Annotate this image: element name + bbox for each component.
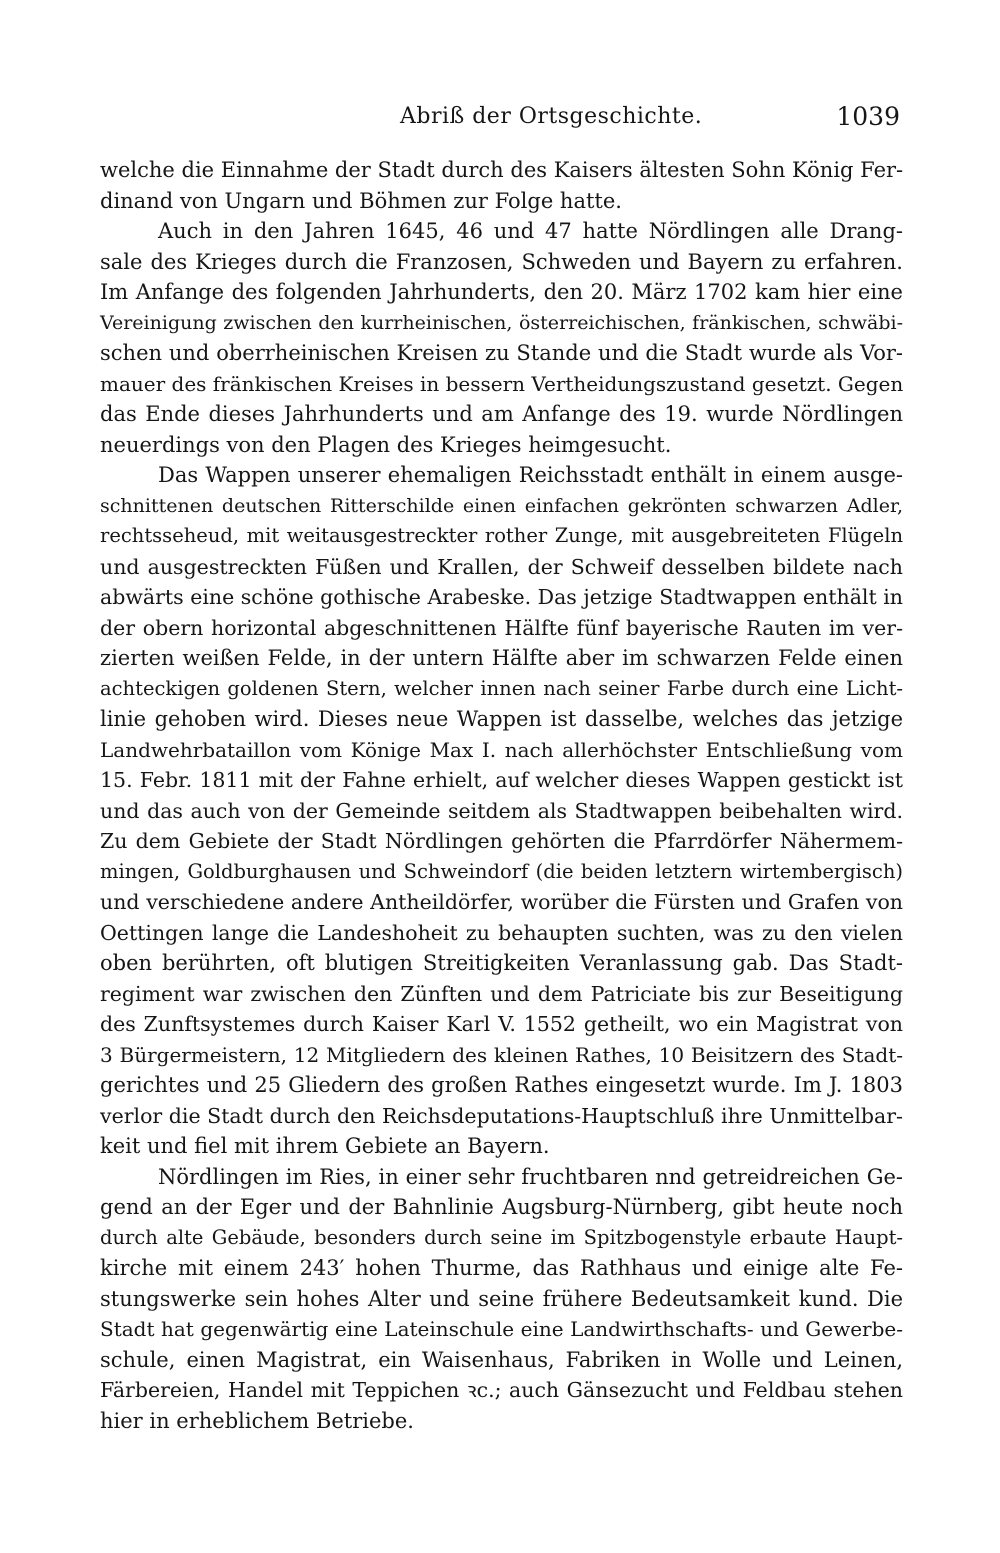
text-line: der obern horizontal abgeschnittenen Hälfte fünf bayerische Rauten im ver- xyxy=(100,615,903,640)
text-line: rechtsseheud, mit weitausgestreckter rother Zunge, mit ausgebreiteten Flügeln xyxy=(100,524,903,547)
text-line: und ausgestreckten Füßen und Krallen, der Schweif desselben bildete nach xyxy=(100,554,903,579)
text-line: zierten weißen Felde, in der untern Hälfte aber im schwarzen Felde einen xyxy=(100,646,903,670)
text-line: dinand von Ungarn und Böhmen zur Folge hatte. xyxy=(100,188,622,213)
text-line: Vereinigung zwischen den kurrheinischen, österreichischen, fränkischen, schwäbi- xyxy=(100,311,903,334)
text-line: und verschiedene andere Antheildörfer, worüber die Fürsten und Grafen von xyxy=(100,890,903,914)
text-line: 3 Bürgermeistern, 12 Mitgliedern des kleinen Rathes, 10 Beisitzern des Stadt- xyxy=(100,1042,903,1067)
text-line: durch alte Gebäude, besonders durch seine im Spitzbogenstyle erbaute Haupt- xyxy=(100,1225,903,1249)
text-line: neuerdings von den Plagen des Krieges heimgesucht. xyxy=(100,432,672,457)
text-line: schen und oberrheinischen Kreisen zu Stande und die Stadt wurde als Vor- xyxy=(100,341,903,365)
text-line: Zu dem Gebiete der Stadt Nördlingen gehörten die Pfarrdörfer Nähermem- xyxy=(100,829,903,853)
text-line: welche die Einnahme der Stadt durch des Kaisers ältesten Sohn König Fer- xyxy=(100,158,904,182)
text-line: Im Anfange des folgenden Jahrhunderts, den 20. März 1702 kam hier eine xyxy=(100,280,903,304)
text-line: Auch in den Jahren 1645, 46 und 47 hatte Nördlingen alle Drang- xyxy=(158,219,903,243)
text-line: mingen, Goldburghausen und Schweindorf (die beiden letztern wirtembergisch) xyxy=(100,859,903,883)
running-head xyxy=(0,100,1000,140)
text-line: sale des Krieges durch die Franzosen, Schweden und Bayern zu erfahren. xyxy=(100,249,903,274)
text-line: Stadt hat gegenwärtig eine Lateinschule eine Landwirthschafts- und Gewerbe- xyxy=(100,1317,903,1341)
text-line: des Zunftsystemes durch Kaiser Karl V. 1552 getheilt, wo ein Magistrat von xyxy=(100,1012,903,1036)
text-line: Oettingen lange die Landeshoheit zu behaupten suchten, was zu den vielen xyxy=(100,920,903,945)
text-line: Das Wappen unserer ehemaligen Reichsstadt enthält in einem ausge- xyxy=(158,463,903,487)
text-line: Landwehrbataillon vom Könige Max I. nach allerhöchster Entschließung vom xyxy=(100,737,903,762)
text-line: linie gehoben wird. Dieses neue Wappen ist dasselbe, welches das jetzige xyxy=(100,707,903,731)
text-line: mauer des fränkischen Kreises in bessern Vertheidungszustand gesetzt. Gegen xyxy=(100,371,904,396)
text-line: kirche mit einem 243′ hohen Thurme, das Rathhaus und einige alte Fe- xyxy=(100,1256,903,1280)
text-line: das Ende dieses Jahrhunderts und am Anfange des 19. wurde Nördlingen xyxy=(100,402,903,426)
text-line: achteckigen goldenen Stern, welcher innen nach seiner Farbe durch eine Licht- xyxy=(100,676,903,700)
text-line: Färbereien, Handel mit Teppichen ꝛc.; auch Gänsezucht und Feldbau stehen xyxy=(100,1378,903,1402)
text-line: verlor die Stadt durch den Reichsdeputations-Hauptschluß ihre Unmittelbar- xyxy=(100,1103,903,1128)
text-line: und das auch von der Gemeinde seitdem als Stadtwappen beibehalten wird. xyxy=(100,798,903,823)
text-line: stungswerke sein hohes Alter und seine frühere Bedeutsamkeit kund. Die xyxy=(100,1286,903,1311)
page-number: 1039 xyxy=(836,102,900,131)
text-line: gerichtes und 25 Gliedern des großen Rathes eingesetzt wurde. Im J. 1803 xyxy=(100,1073,903,1097)
text-line: schnittenen deutschen Ritterschilde einen einfachen gekrönten schwarzen Adler, xyxy=(100,494,903,517)
running-title: Abriß der Ortsgeschichte. xyxy=(400,104,703,129)
text-line: keit und fiel mit ihrem Gebiete an Bayern. xyxy=(100,1134,550,1158)
text-line: 15. Febr. 1811 mit der Fahne erhielt, auf welcher dieses Wappen gestickt ist xyxy=(100,768,903,792)
body-text xyxy=(100,155,903,1436)
text-line: schule, einen Magistrat, ein Waisenhaus, Fabriken in Wolle und Leinen, xyxy=(100,1347,903,1372)
text-line: abwärts eine schöne gothische Arabeske. Das jetzige Stadtwappen enthält in xyxy=(100,585,903,609)
text-line: hier in erheblichem Betriebe. xyxy=(100,1408,414,1433)
text-line: regiment war zwischen den Zünften und dem Patriciate bis zur Beseitigung xyxy=(100,981,903,1006)
text-line: gend an der Eger und der Bahnlinie Augsburg-Nürnberg, gibt heute noch xyxy=(100,1195,903,1219)
text-line: oben berührten, oft blutigen Streitigkeiten Veranlassung gab. Das Stadt- xyxy=(100,951,903,975)
text-line: Nördlingen im Ries, in einer sehr fruchtbaren nnd getreidreichen Ge- xyxy=(158,1164,903,1189)
